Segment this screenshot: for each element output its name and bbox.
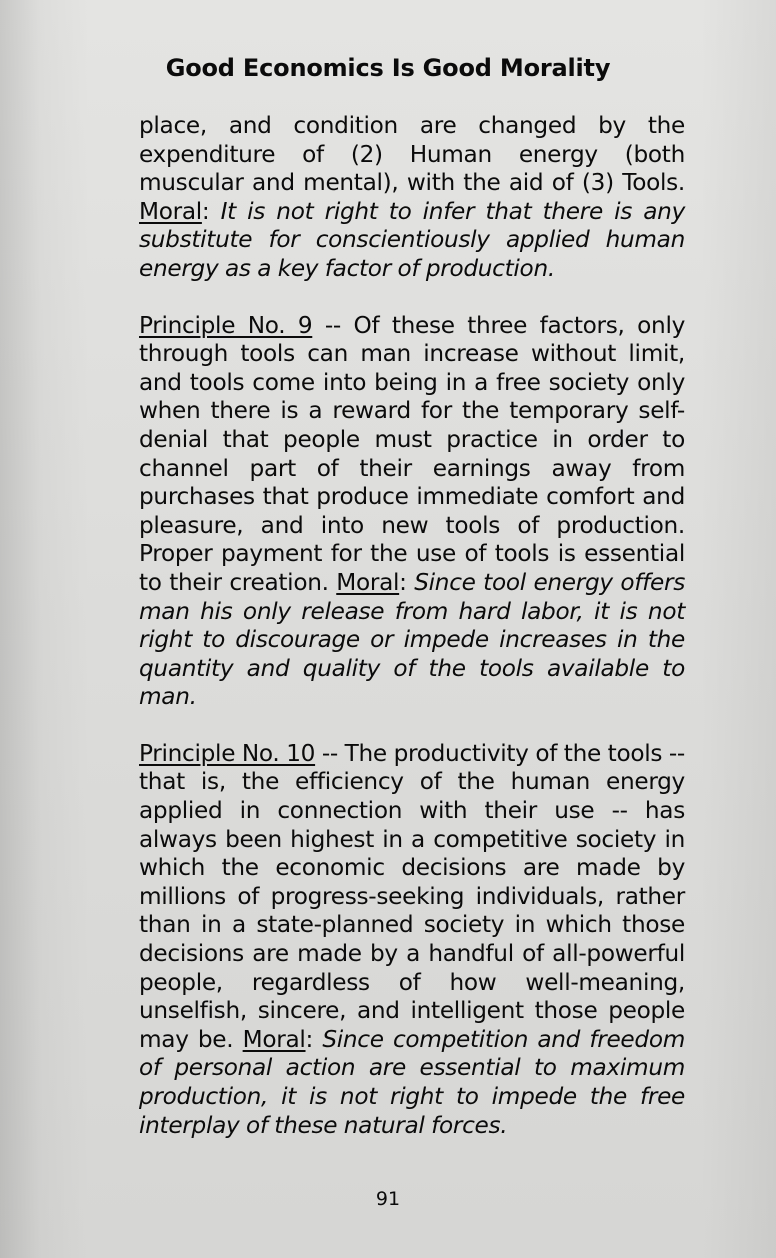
paragraph-text: -- The productivity of the tools -- that is, the efficiency of the human energy applied in connection with their use -- has always been highest in a competitive society in which the economic decisions are made by millions of progress-seeking individuals, rather than in a state-planned society in which those decisions are made by a handful of all-powerful people, regardless of how well-meaning, unselfish, sincere, and intelligent those people may be. <box>139 739 685 1053</box>
moral-text: It is not right to infer that there is any substitute for conscientiously applied human energy as a key factor of production. <box>139 197 685 282</box>
moral-label: Moral: <box>336 568 407 596</box>
paragraph-text: place, and condition are changed by the expenditure of (2) Human energy (both muscular and mental), with the aid of (3) Tools. <box>139 112 685 197</box>
paragraph-principle-10 <box>139 740 685 1140</box>
paragraph-continuation <box>139 112 685 284</box>
principle-label: Principle No. 9 <box>139 311 313 339</box>
paragraph-text: -- Of these three factors, only through tools can man increase without limit, and tools come into being in a free society only when there is a reward for the temporary self-denial that people must practice in order to channel part of their earnings away from purchases that produce immediate comfort and pleasure, and into new tools of production. Proper payment for the use of tools is essential to their creation. <box>139 311 686 596</box>
principle-label: Principle No. 10 <box>139 739 316 767</box>
moral-text: Since tool energy offers man his only release from hard labor, it is not right to discourage or impede increases in the quantity and quality of the tools available to man. <box>139 568 685 711</box>
moral-text: Since competition and freedom of personal action are essential to maximum production, it is not right to impede the free interplay of these natural forces. <box>139 1025 685 1139</box>
moral-label: Moral: <box>139 197 210 225</box>
page-number: 91 <box>375 1188 401 1210</box>
body-text <box>139 112 685 1140</box>
moral-label: Moral: <box>242 1025 314 1053</box>
paragraph-principle-9 <box>139 312 685 712</box>
running-title: Good Economics Is Good Morality <box>165 54 611 82</box>
